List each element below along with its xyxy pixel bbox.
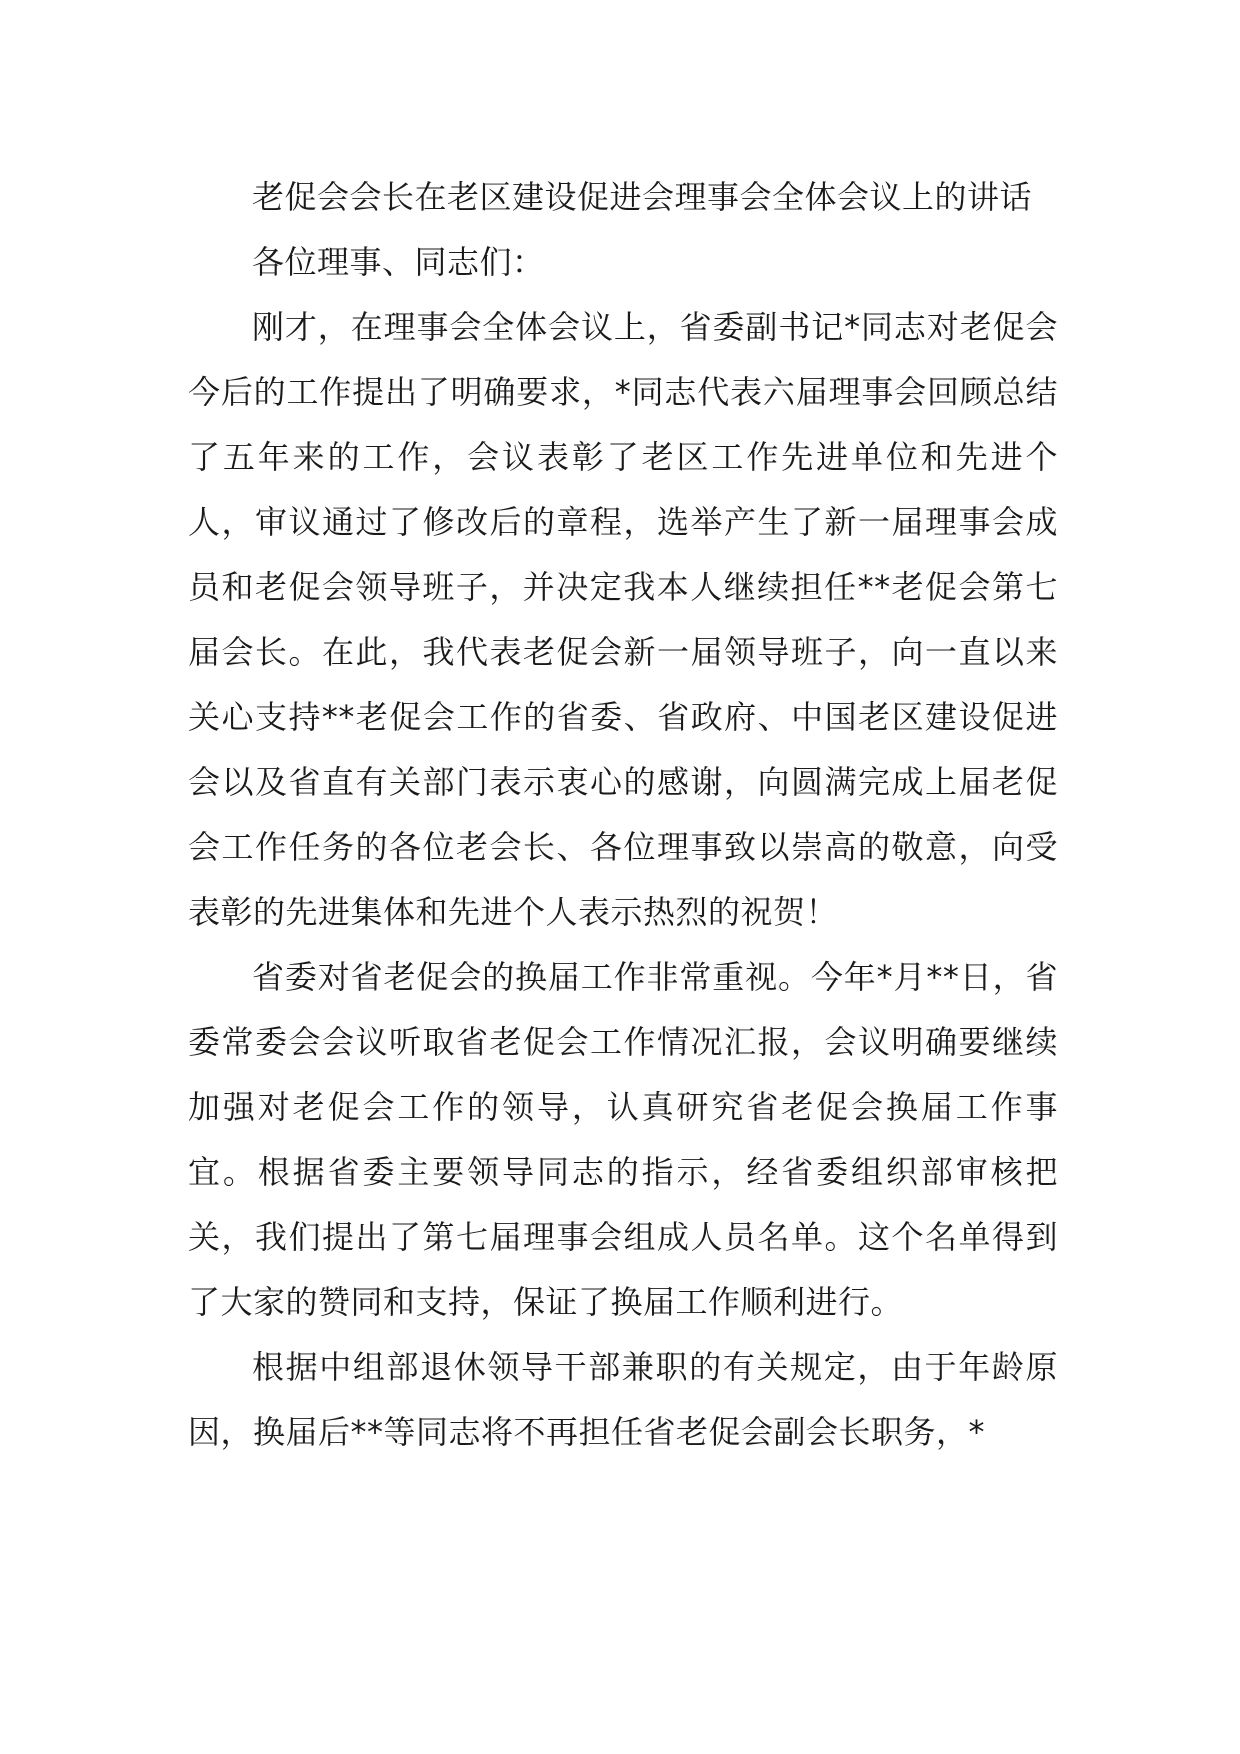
document-title: 老促会会长在老区建设促进会理事会全体会议上的讲话 xyxy=(252,178,1033,216)
salutation: 各位理事、同志们： xyxy=(252,243,545,281)
document-body xyxy=(188,165,1058,1465)
paragraph-2: 省委对省老促会的换届工作非常重视。今年*月**日，省委常委会会议听取省老促会工作情况汇报，会议明确要继续加强对老促会工作的领导，认真研究省老促会换届工作事宜。根据省委主要领导同志的指示，经省委组织部审核把关，我们提出了第七届理事会组成人员名单。这个名单得到了大家的赞同和支持，保证了换届工作顺利进行。 xyxy=(188,958,1058,1321)
paragraph-3: 根据中组部退休领导干部兼职的有关规定，由于年龄原因，换届后**等同志将不再担任省老促会副会长职务，* xyxy=(188,1348,1058,1451)
paragraph-1: 刚才，在理事会全体会议上，省委副书记*同志对老促会今后的工作提出了明确要求，*同志代表六届理事会回顾总结了五年来的工作，会议表彰了老区工作先进单位和先进个人，审议通过了修改后的章程，选举产生了新一届理事会成员和老促会领导班子，并决定我本人继续担任**老促会第七届会长。在此，我代表老促会新一届领导班子，向一直以来关心支持**老促会工作的省委、省政府、中国老区建设促进会以及省直有关部门表示衷心的感谢，向圆满完成上届老促会工作任务的各位老会长、各位理事致以崇高的敬意，向受表彰的先进集体和先进个人表示热烈的祝贺！ xyxy=(188,308,1058,931)
